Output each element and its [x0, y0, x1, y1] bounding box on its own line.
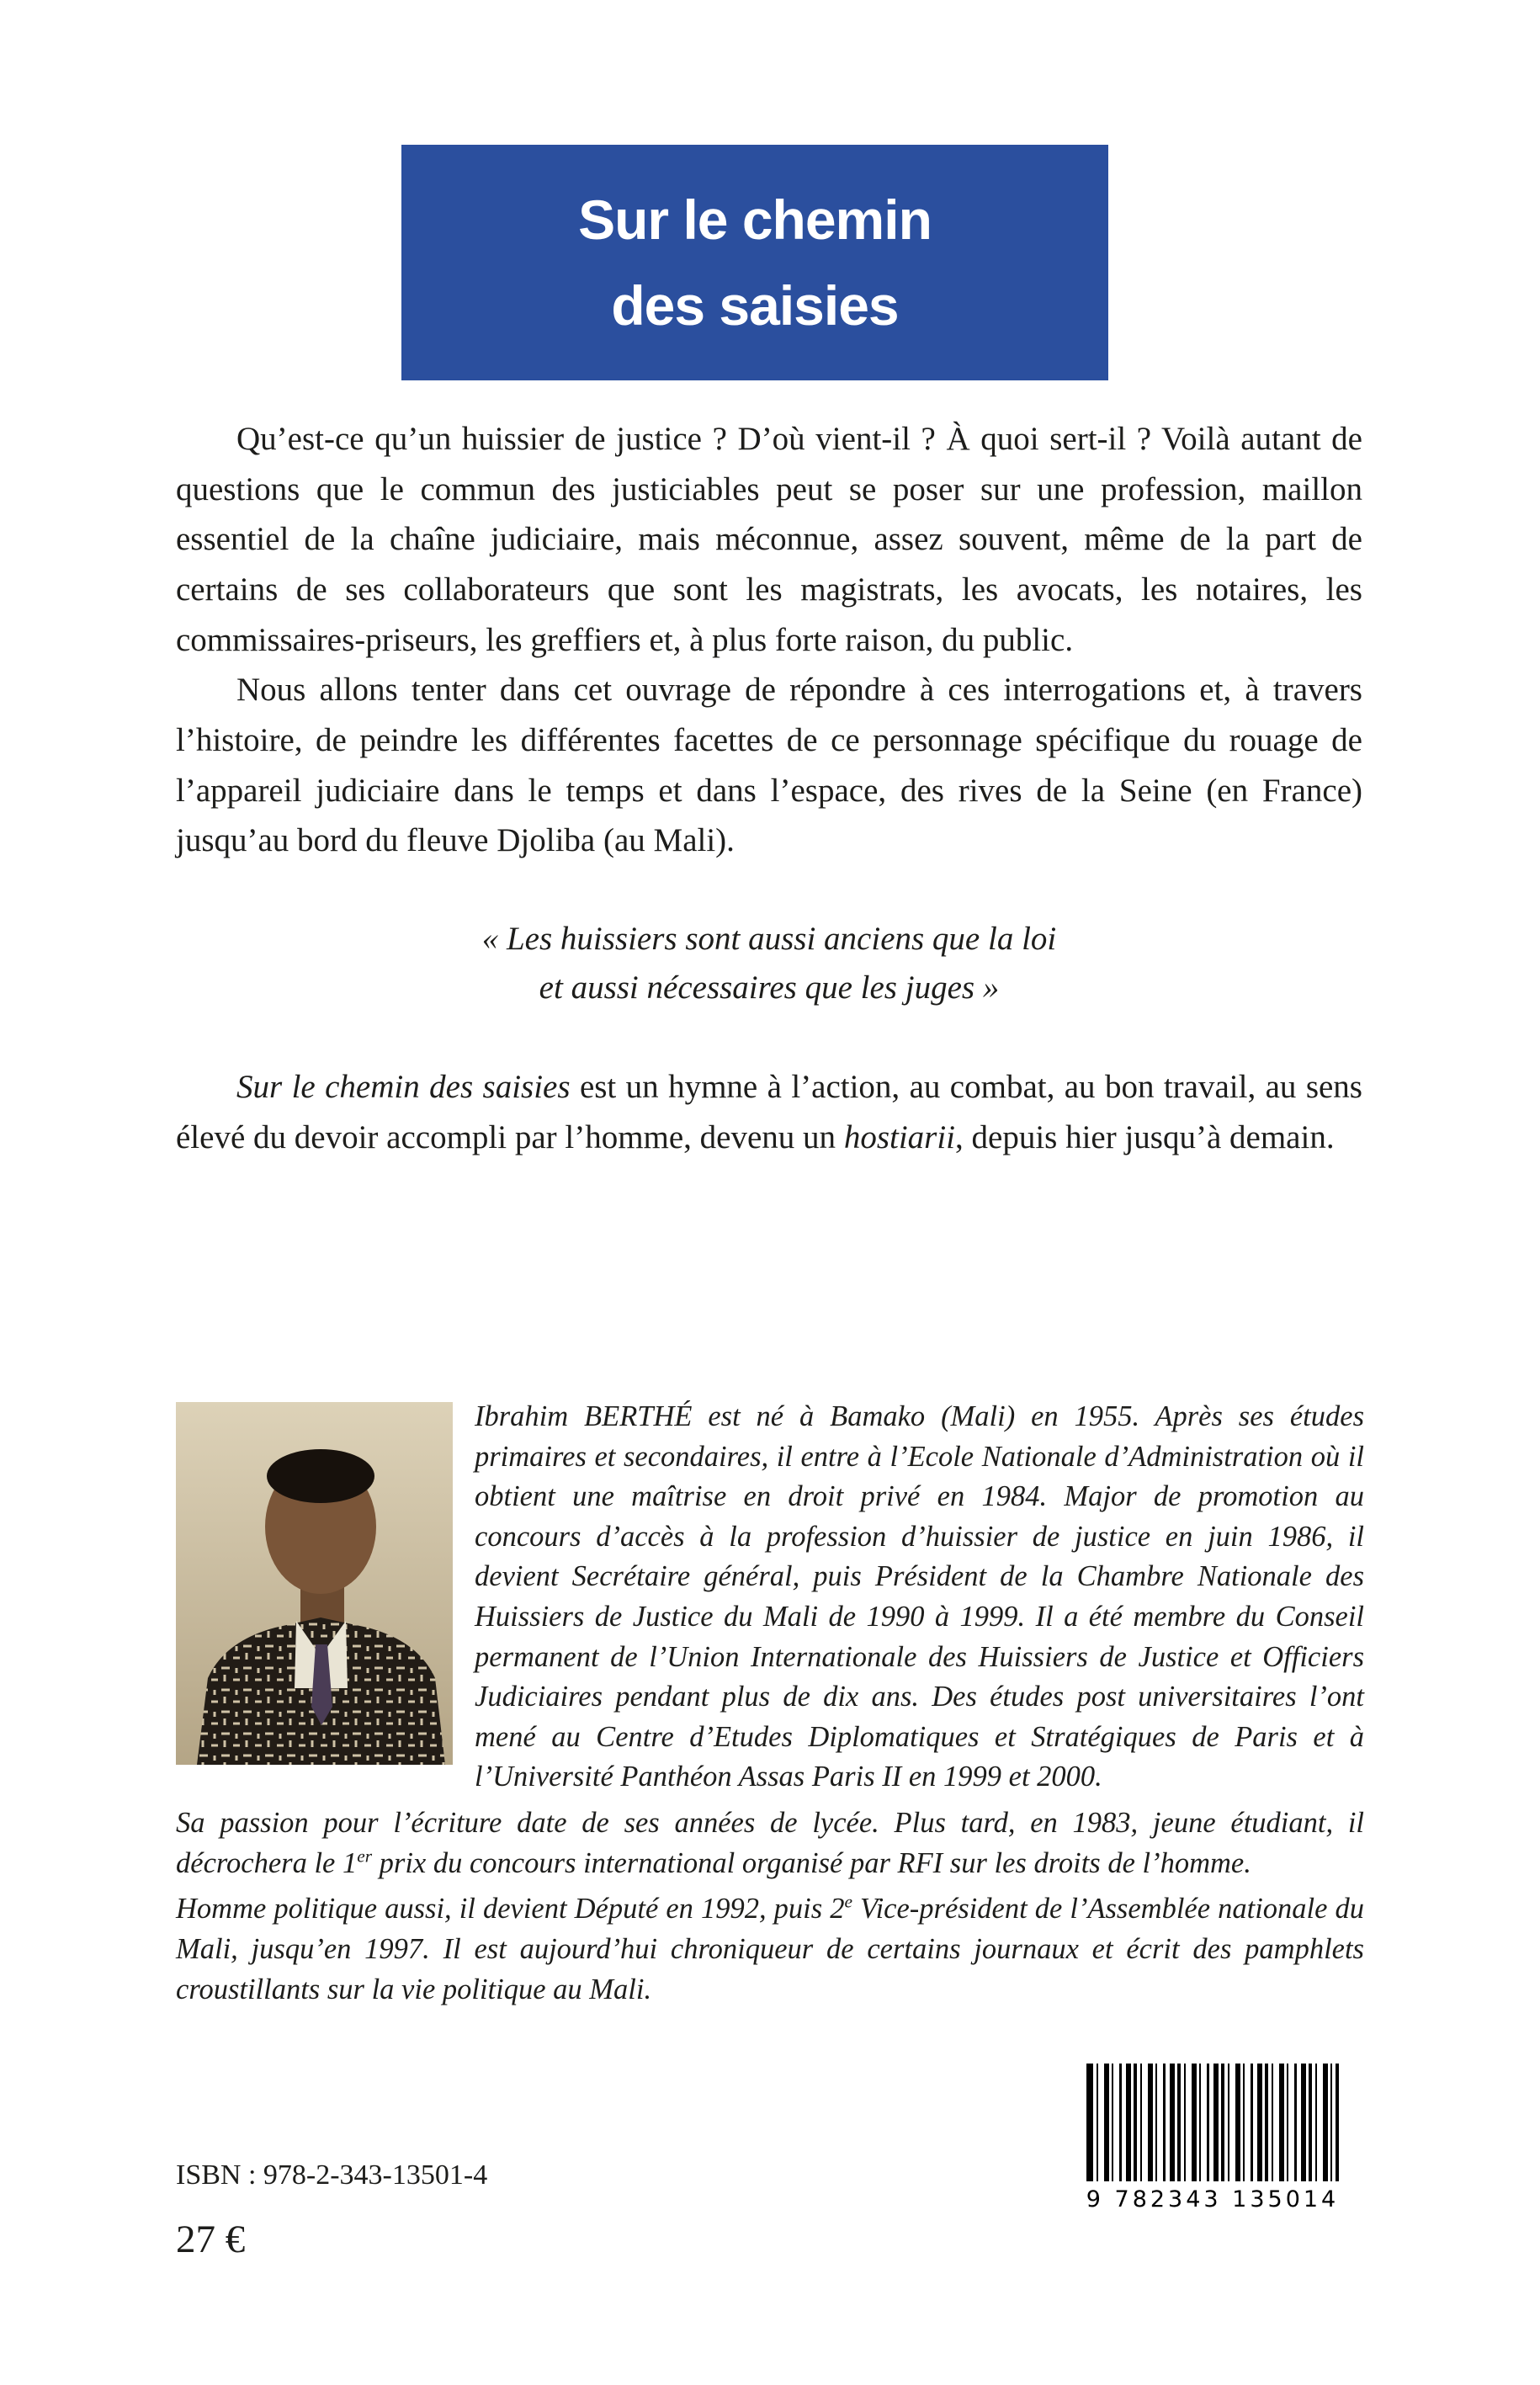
barcode-number: 9 782343 135014 [1086, 2186, 1340, 2212]
synopsis-p3-text-2: , depuis hier jusqu’à demain. [955, 1118, 1335, 1155]
bio-p2-superscript: er [357, 1846, 373, 1867]
synopsis [176, 414, 1362, 1162]
book-title-inline: Sur le chemin des saisies [236, 1068, 571, 1105]
bio-paragraph-1: Ibrahim BERTHÉ est né à Bamako (Mali) en 1955. Après ses études primaires et secondaires, il entre à l’Ecole Nationale d’Administration où il obtient une maîtrise en droit privé en 1984. Major de promotion au concours d’accès à la profession d’huissier de justice en juin 1986, il devient Secrétaire général, puis Président de la Chambre Nationale des Huissiers de Justice du Mali de 1990 à 1999. Il a été membre du Conseil permanent de l’Union Internationale des Huissiers de Justice et Officiers Judiciaires pendant plus de dix ans. Des études post universitaires l’ont mené au Centre d’Etudes Diplomatiques et Stratégiques de Paris et à l’Université Panthéon Assas Paris II en 1999 et 2000. [475, 1400, 1364, 1793]
bio-paragraph-2 [176, 1803, 1364, 1883]
bio-p2-text-a: Sa passion pour l’écriture date de ses années de lycée. Plus tard, en 1983, jeune étudiant, il décrochera le 1 [176, 1807, 1364, 1879]
quote-line-2: et aussi nécessaires que les juges » [539, 969, 1000, 1007]
book-title-line-1: Sur le chemin [578, 188, 932, 251]
price-label: 27 € [176, 2218, 246, 2261]
synopsis-p3-text-1: est un hymne à l’action, au combat, au bon travail, au sens élevé du devoir accompli par l’homme, devenu un [176, 1068, 1362, 1155]
bio-p3-text-b: Vice-président de l’Assemblée nationale du Mali, jusqu’en 1997. Il est aujourd’hui chroniqueur de certains journaux et écrit des pamphlets croustillants sur la vie politique au Mali. [176, 1893, 1364, 2005]
isbn-label: ISBN : 978-2-343-13501-4 [176, 2159, 488, 2191]
bio-p3-text-a: Homme politique aussi, il devient Député en 1992, puis 2 [176, 1893, 845, 1926]
bio-p2-text-b: prix du concours international organisé par RFI sur les droits de l’homme. [372, 1846, 1251, 1879]
synopsis-paragraph-3 [176, 1062, 1362, 1162]
author-photo [176, 1402, 453, 1765]
barcode [1080, 2064, 1346, 2222]
author-bio [176, 1397, 1364, 2010]
book-title-line-2: des saisies [611, 274, 899, 337]
bio-p3-superscript: e [844, 1891, 852, 1912]
barcode-bars [1086, 2064, 1339, 2181]
latin-term: hostiarii [843, 1118, 956, 1155]
bio-paragraph-3 [176, 1889, 1364, 2010]
epigraph-quote [176, 915, 1362, 1013]
quote-line-1: « Les huissiers sont aussi anciens que la loi [481, 920, 1057, 957]
title-box [401, 145, 1108, 380]
synopsis-paragraph-2: Nous allons tenter dans cet ouvrage de répondre à ces interrogations et, à travers l’histoire, de peindre les différentes facettes de ce personnage spécifique du rouage de l’appareil judiciaire dans le temps et dans l’espace, des rives de la Seine (en France) jusqu’au bord du fleuve Djoliba (au Mali). [176, 672, 1362, 859]
synopsis-paragraph-1: Qu’est-ce qu’un huissier de justice ? D’où vient-il ? À quoi sert-il ? Voilà autant de questions que le commun des justiciables peut se poser sur une profession, maillon essentiel de la chaîne judiciaire, mais méconnue, assez souvent, même de la part de certains de ses collaborateurs que sont les magistrats, les avocats, les notaires, les commissaires-priseurs, les greffiers et, à plus forte raison, du public. [176, 421, 1362, 658]
